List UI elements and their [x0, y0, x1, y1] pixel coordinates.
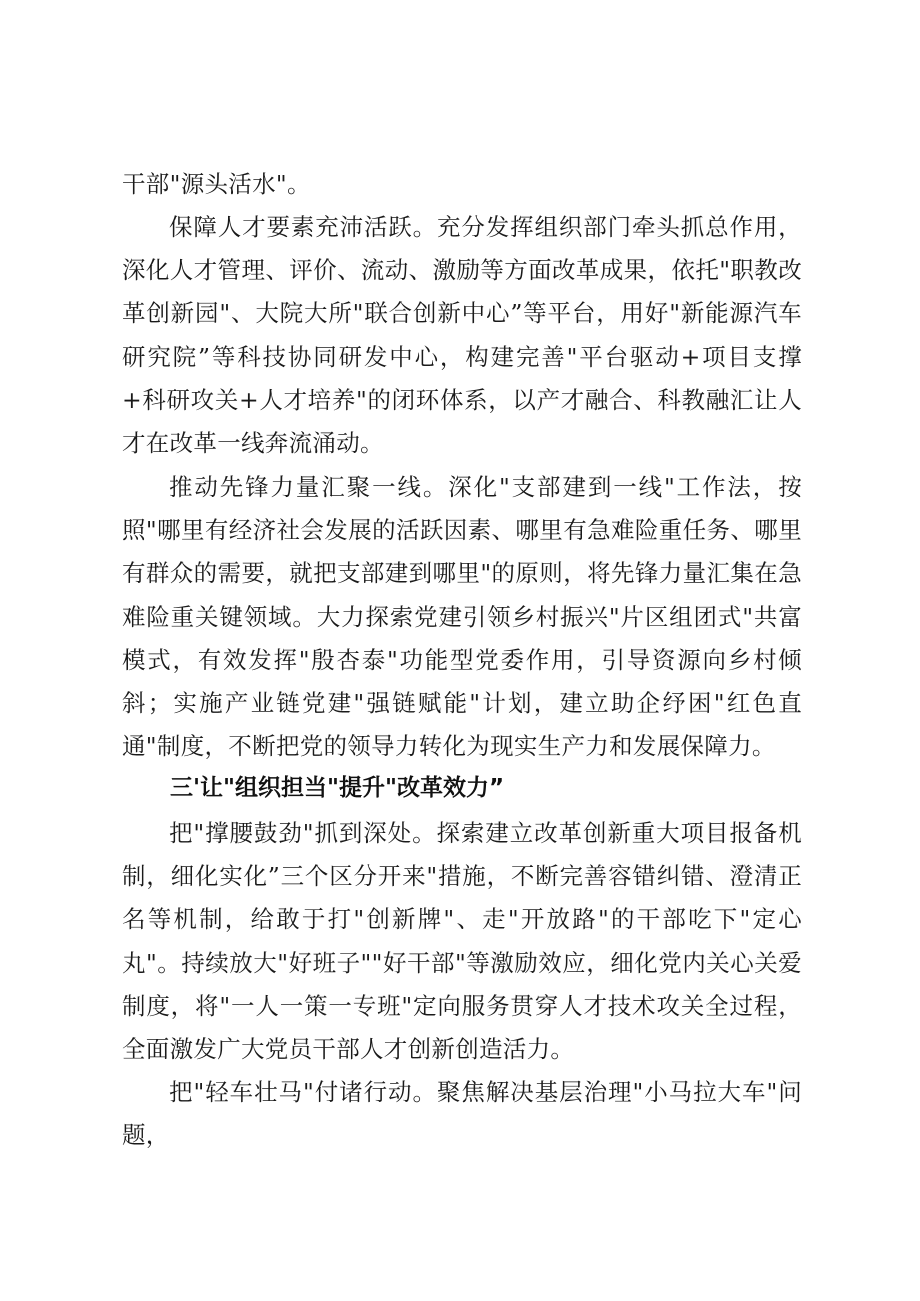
paragraph-continuation: 干部"源头活水"。 [122, 170, 311, 198]
paragraph-support-encourage: 把"撑腰鼓劲"抓到深处。探索建立改革创新重大项目报备机制，细化实化”三个区分开来"措施，不断完善容错纠错、澄清正名等机制，给敢于打"创新牌"、走"开放路"的干部吃下"定心丸"。持续放大"好班子""好干部"等激励效应，细化党内关心关爱制度，将"一人一策一专班"定向服务贯穿人才技术攻关全过程，全面激发广大党员干部人才创新创造活力。 [122, 819, 802, 1064]
paragraph-lighten-burden: 把"轻车壮马"付诸行动。聚焦解决基层治理"小马拉大车"问题， [122, 1078, 802, 1150]
section-heading: 三'让"组织担当"提升"改革效力” [170, 775, 505, 801]
paragraph-talent-factors: 保障人才要素充沛活跃。充分发挥组织部门牵头抓总作用，深化人才管理、评价、流动、激励等方面改革成果，依托"职教改革创新园"、大院大所"联合创新中心”等平台，用好"新能源汽车研究院”等科技协同研发中心，构建完善"平台驱动+项目支撑+科研攻关+人才培养"的闭环体系，以产才融合、科教融汇让人才在改革一线奔流涌动。 [122, 213, 802, 458]
paragraph-vanguard-forces: 推动先锋力量汇聚一线。深化"支部建到一线"工作法，按照"哪里有经济社会发展的活跃因素、哪里有急难险重任务、哪里有群众的需要，就把支部建到哪里"的原则，将先锋力量汇集在急难险重关键领域。大力探索党建引领乡村振兴"片区组团式"共富模式，有效发挥"殷杏泰"功能型党委作用，引导资源向乡村倾斜；实施产业链党建"强链赋能"计划，建立助企纾困"红色直通"制度，不断把党的领导力转化为现实生产力和发展保障力。 [122, 473, 802, 761]
